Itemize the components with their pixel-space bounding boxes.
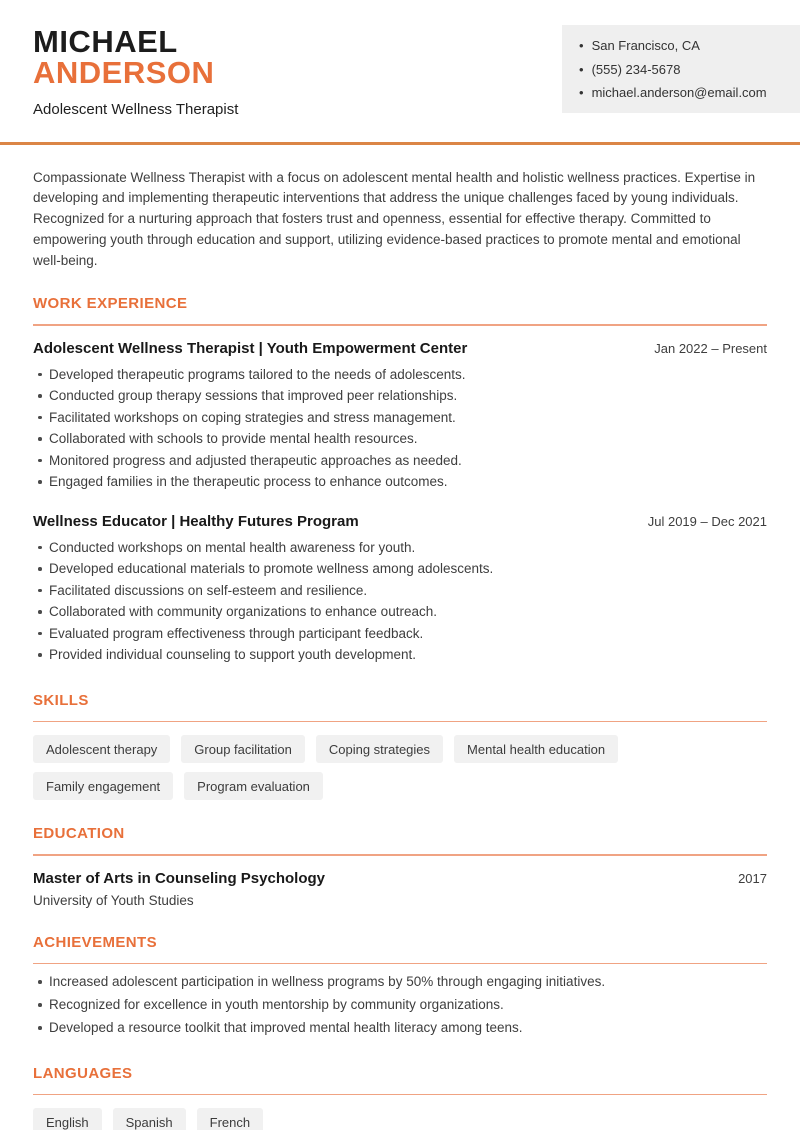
job-bullet: Developed educational materials to promote wellness among adolescents. xyxy=(33,561,767,578)
skills-chip-list xyxy=(33,735,767,800)
skill-chip: Group facilitation xyxy=(181,735,305,763)
degree-title: Master of Arts in Counseling Psychology xyxy=(33,869,325,887)
skill-chip: Mental health education xyxy=(454,735,618,763)
contact-item: • San Francisco, CA xyxy=(579,39,790,53)
job-bullet: Facilitated workshops on coping strategies and stress management. xyxy=(33,410,767,427)
job-bullet: Evaluated program effectiveness through participant feedback. xyxy=(33,626,767,643)
achievements-bullet-list xyxy=(33,974,767,1037)
language-chip: English xyxy=(33,1108,102,1130)
job-header xyxy=(33,340,767,357)
section-divider xyxy=(33,324,767,326)
resume-header xyxy=(33,0,767,118)
job-bullet: Collaborated with schools to provide mental health resources. xyxy=(33,431,767,448)
section-achievements xyxy=(33,934,767,1037)
skill-chip: Program evaluation xyxy=(184,772,323,800)
skill-chip: Family engagement xyxy=(33,772,173,800)
job-title: Adolescent Wellness Therapist xyxy=(33,101,239,118)
job-bullet: Conducted workshops on mental health awareness for youth. xyxy=(33,540,767,557)
job-bullet: Provided individual counseling to support youth development. xyxy=(33,647,767,664)
achievement-bullet: Recognized for excellence in youth mentorship by community organizations. xyxy=(33,997,767,1014)
job-title-company: Wellness Educator | Healthy Futures Program xyxy=(33,512,359,530)
section-languages xyxy=(33,1065,767,1130)
job-title-company: Adolescent Wellness Therapist | Youth Empowerment Center xyxy=(33,339,468,357)
job-bullet-list xyxy=(33,367,767,491)
languages-chip-list xyxy=(33,1108,767,1130)
job-dates: Jan 2022 – Present xyxy=(654,340,767,356)
education-entry xyxy=(33,870,767,908)
languages-heading: LANGUAGES xyxy=(33,1064,133,1082)
school-name: University of Youth Studies xyxy=(33,892,194,908)
language-chip: French xyxy=(197,1108,263,1130)
job-bullet: Engaged families in the therapeutic process to enhance outcomes. xyxy=(33,474,767,491)
job-bullet: Conducted group therapy sessions that improved peer relationships. xyxy=(33,388,767,405)
job-header xyxy=(33,513,767,530)
contact-item: • (555) 234-5678 xyxy=(579,63,790,77)
contact-list xyxy=(579,39,790,100)
job-bullet-list xyxy=(33,540,767,664)
job-bullet: Facilitated discussions on self-esteem and resilience. xyxy=(33,583,767,600)
job-bullet: Collaborated with community organizations to enhance outreach. xyxy=(33,604,767,621)
skill-chip: Adolescent therapy xyxy=(33,735,170,763)
section-divider xyxy=(33,963,767,965)
section-work-experience xyxy=(33,295,767,664)
job-dates: Jul 2019 – Dec 2021 xyxy=(647,513,767,529)
section-education xyxy=(33,825,767,908)
section-divider xyxy=(33,721,767,723)
skills-heading: SKILLS xyxy=(33,691,89,709)
section-divider xyxy=(33,854,767,856)
first-name: MICHAEL xyxy=(33,24,178,59)
education-header xyxy=(33,870,767,887)
summary-paragraph: Compassionate Wellness Therapist with a focus on adolescent mental health and holistic wellness practices. Expertise in developing and implementing therapeutic interventions that address the unique challenges faced by young individuals. Recognized for a nurturing approach that fosters trust and openness, essential for effective therapy. Committed to empowering youth through education and support, utilizing evidence-based practices to promote mental and emotional well-being. xyxy=(33,169,756,268)
skill-chip: Coping strategies xyxy=(316,735,443,763)
achievement-bullet: Increased adolescent participation in wellness programs by 50% through engaging initiatives. xyxy=(33,974,767,991)
section-skills xyxy=(33,692,767,801)
education-heading: EDUCATION xyxy=(33,825,125,843)
achievement-bullet: Developed a resource toolkit that improved mental health literacy among teens. xyxy=(33,1020,767,1037)
section-divider xyxy=(33,1094,767,1096)
job-entry xyxy=(33,513,767,664)
achievements-heading: ACHIEVEMENTS xyxy=(33,933,157,951)
job-entry xyxy=(33,340,767,491)
work-experience-heading: WORK EXPERIENCE xyxy=(33,295,188,313)
header-divider xyxy=(0,142,800,145)
last-name: ANDERSON xyxy=(33,55,215,90)
job-bullet: Developed therapeutic programs tailored to the needs of adolescents. xyxy=(33,367,767,384)
contact-item: • michael.anderson@email.com xyxy=(579,86,790,100)
education-year: 2017 xyxy=(738,870,767,886)
language-chip: Spanish xyxy=(113,1108,186,1130)
contact-box xyxy=(562,25,800,113)
job-bullet: Monitored progress and adjusted therapeutic approaches as needed. xyxy=(33,453,767,470)
